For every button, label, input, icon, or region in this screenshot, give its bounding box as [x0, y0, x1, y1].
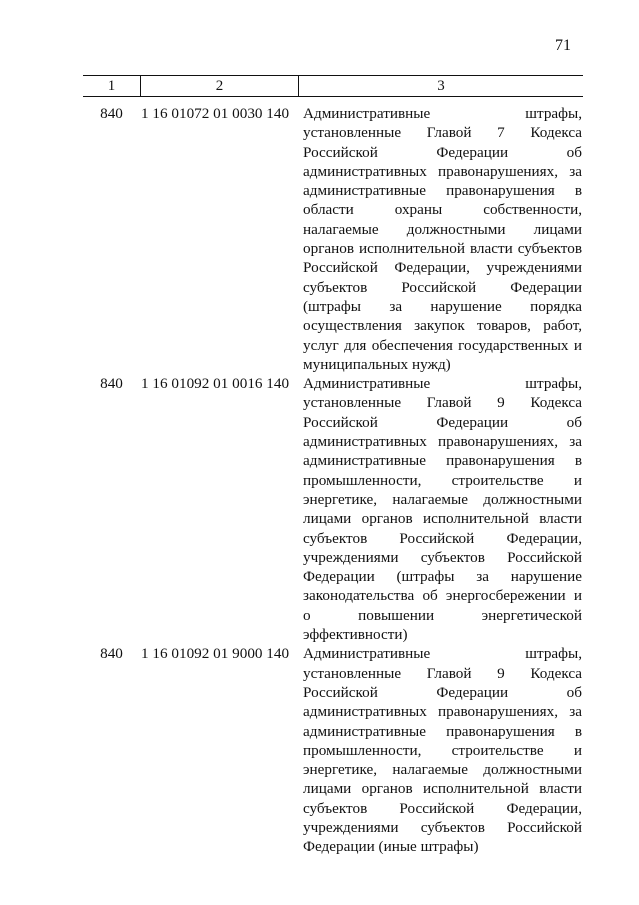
description-line: энергетике, налагаемые должностными: [303, 761, 582, 779]
description-line: Административные штрафы,: [303, 105, 582, 122]
description-line: промышленности, строительстве и: [303, 741, 582, 759]
description-line: Российской Федерации об: [303, 413, 582, 431]
description-line: административных правонарушениях, за: [303, 703, 582, 721]
table-body: [83, 104, 583, 857]
description-cell: [303, 374, 582, 644]
description-line: о повышении энергетической: [303, 606, 582, 624]
table-row: [83, 374, 583, 644]
description-line: Российской Федерации, учреждениями: [303, 259, 582, 277]
description-line: Федерации (штрафы за нарушение: [303, 568, 582, 586]
kbk-code-cell: 1 16 01092 01 0016 140: [141, 375, 290, 393]
description-line: лицами органов исполнительной власти: [303, 780, 582, 798]
admin-code-cell: 840: [100, 375, 123, 393]
description-line: Российской Федерации об: [303, 143, 582, 161]
table-row: [83, 104, 583, 374]
description-line: установленные Главой 9 Кодекса: [303, 664, 582, 682]
description-line: законодательства об энергосбережении и: [303, 587, 582, 605]
description-line: осуществления закупок товаров, работ,: [303, 317, 582, 335]
description-line: субъектов Российской Федерации,: [303, 799, 582, 817]
description-line: установленные Главой 9 Кодекса: [303, 394, 582, 412]
description-line: услуг для обеспечения государственных и: [303, 336, 582, 354]
description-cell: [303, 644, 582, 856]
description-line: учреждениями субъектов Российской: [303, 818, 582, 836]
description-line: Российской Федерации об: [303, 683, 582, 701]
header-col-3: 3: [437, 78, 445, 94]
table-row: [83, 644, 583, 856]
table-header: [83, 75, 583, 97]
header-col-2: 2: [215, 78, 224, 94]
description-line: субъектов Российской Федерации: [303, 278, 582, 296]
description-line: муниципальных нужд): [303, 355, 451, 373]
page-number: 71: [555, 37, 571, 54]
description-line: эффективности): [303, 626, 408, 644]
description-line: административных правонарушениях, за: [303, 433, 582, 451]
description-line: Административные штрафы,: [303, 645, 582, 663]
description-line: промышленности, строительстве и: [303, 471, 582, 489]
kbk-code-cell: 1 16 01092 01 9000 140: [141, 645, 290, 663]
description-line: области охраны собственности,: [303, 201, 582, 219]
kbk-code-cell: 1 16 01072 01 0030 140: [141, 105, 290, 122]
description-line: Административные штрафы,: [303, 375, 582, 393]
admin-code-cell: 840: [100, 105, 123, 122]
description-line: (штрафы за нарушение порядка: [303, 297, 582, 315]
description-line: административные правонарушения в: [303, 182, 582, 200]
description-line: установленные Главой 7 Кодекса: [303, 124, 582, 142]
description-line: Федерации (иные штрафы): [303, 838, 479, 856]
description-line: лицами органов исполнительной власти: [303, 510, 582, 528]
description-line: учреждениями субъектов Российской: [303, 548, 582, 566]
description-line: органов исполнительной власти субъектов: [303, 240, 582, 258]
header-col-1: 1: [107, 78, 116, 94]
description-line: налагаемые должностными лицами: [303, 220, 582, 238]
description-line: административные правонарушения в: [303, 452, 582, 470]
description-line: административных правонарушениях, за: [303, 162, 582, 180]
admin-code-cell: 840: [100, 645, 123, 663]
description-cell: [303, 104, 582, 374]
description-line: административные правонарушения в: [303, 722, 582, 740]
description-line: энергетике, налагаемые должностными: [303, 490, 582, 508]
description-line: субъектов Российской Федерации,: [303, 529, 582, 547]
